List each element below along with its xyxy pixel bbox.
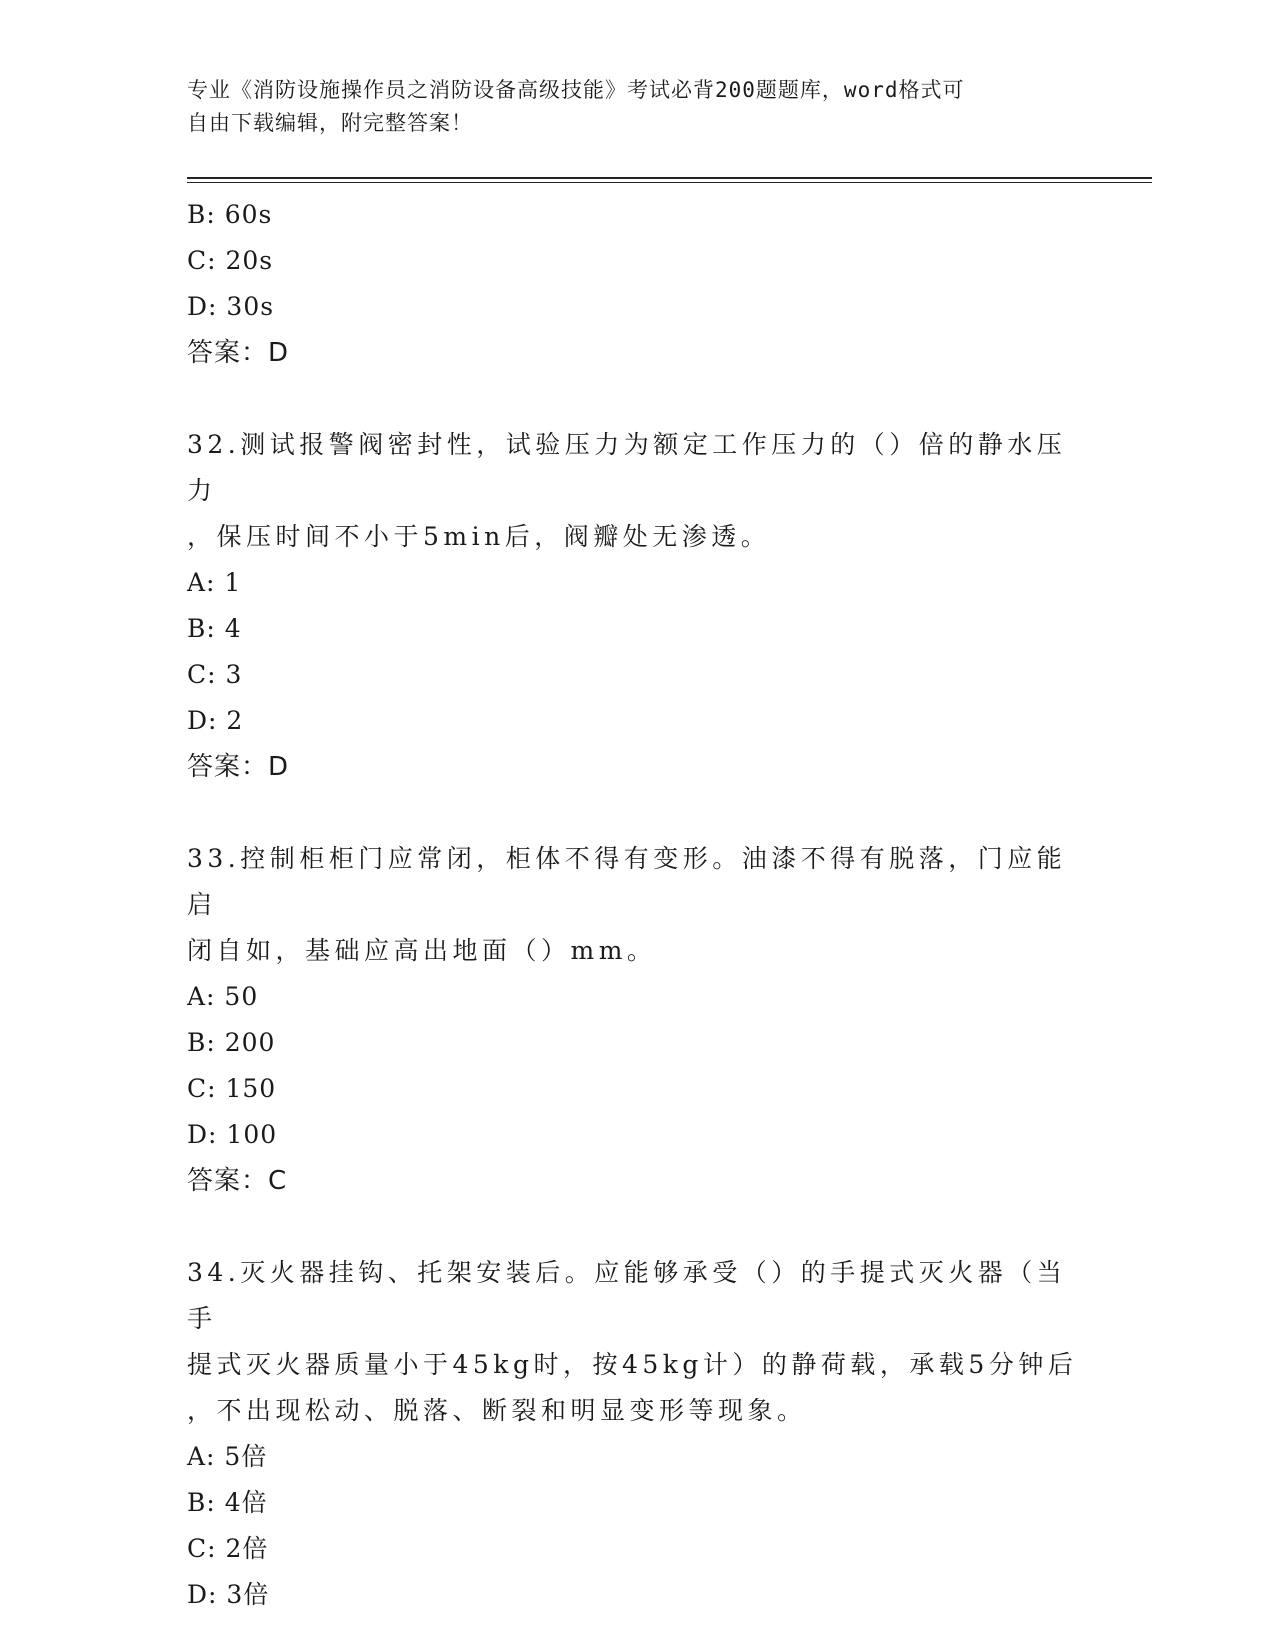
question-33 [187, 836, 1087, 1204]
option-b: B: 4 [187, 614, 242, 643]
question-content [187, 192, 1087, 1618]
previous-question-tail [187, 192, 1087, 376]
question-text-line: ，保压时间不小于5min后，阀瓣处无渗透。 [187, 522, 771, 551]
option-a: A: 1 [187, 568, 242, 597]
answer-label: 答案：D [187, 752, 290, 782]
question-text-line: 提式灭火器质量小于45kg时，按45kg计）的静荷载，承载5分钟后 [187, 1350, 1078, 1379]
option-d: D: 30s [187, 292, 275, 321]
question-32 [187, 422, 1087, 790]
option-a: A: 50 [187, 982, 259, 1011]
header-line-2: 自由下载编辑，附完整答案！ [187, 111, 473, 135]
option-b: B: 4倍 [187, 1488, 268, 1517]
option-c: C: 2倍 [187, 1534, 269, 1563]
question-text-line: 32.测试报警阀密封性，试验压力为额定工作压力的（）倍的静水压力 [187, 430, 1067, 505]
question-text-line: ，不出现松动、脱落、断裂和明显变形等现象。 [187, 1396, 807, 1425]
option-c: C: 20s [187, 246, 274, 275]
option-c: C: 3 [187, 660, 243, 689]
option-c: C: 150 [187, 1074, 277, 1103]
option-d: D: 100 [187, 1120, 278, 1149]
option-b: B: 60s [187, 200, 273, 229]
question-text-line: 33.控制柜柜门应常闭，柜体不得有变形。油漆不得有脱落，门应能启 [187, 844, 1067, 919]
question-text-line: 34.灭火器挂钩、托架安装后。应能够承受（）的手提式灭火器（当手 [187, 1258, 1067, 1333]
header-line-1: 专业《消防设施操作员之消防设备高级技能》考试必背200题题库，word格式可 [187, 78, 965, 102]
question-text-line: 闭自如，基础应高出地面（）mm。 [187, 936, 657, 965]
answer-label: 答案：C [187, 1166, 288, 1196]
answer-label: 答案：D [187, 338, 290, 368]
question-34 [187, 1250, 1087, 1618]
option-b: B: 200 [187, 1028, 276, 1057]
option-a: A: 5倍 [187, 1442, 268, 1471]
header-divider-thin [187, 182, 1152, 183]
header-divider-thick [187, 177, 1152, 179]
document-header [187, 74, 1067, 140]
option-d: D: 3倍 [187, 1580, 270, 1609]
option-d: D: 2 [187, 706, 244, 735]
